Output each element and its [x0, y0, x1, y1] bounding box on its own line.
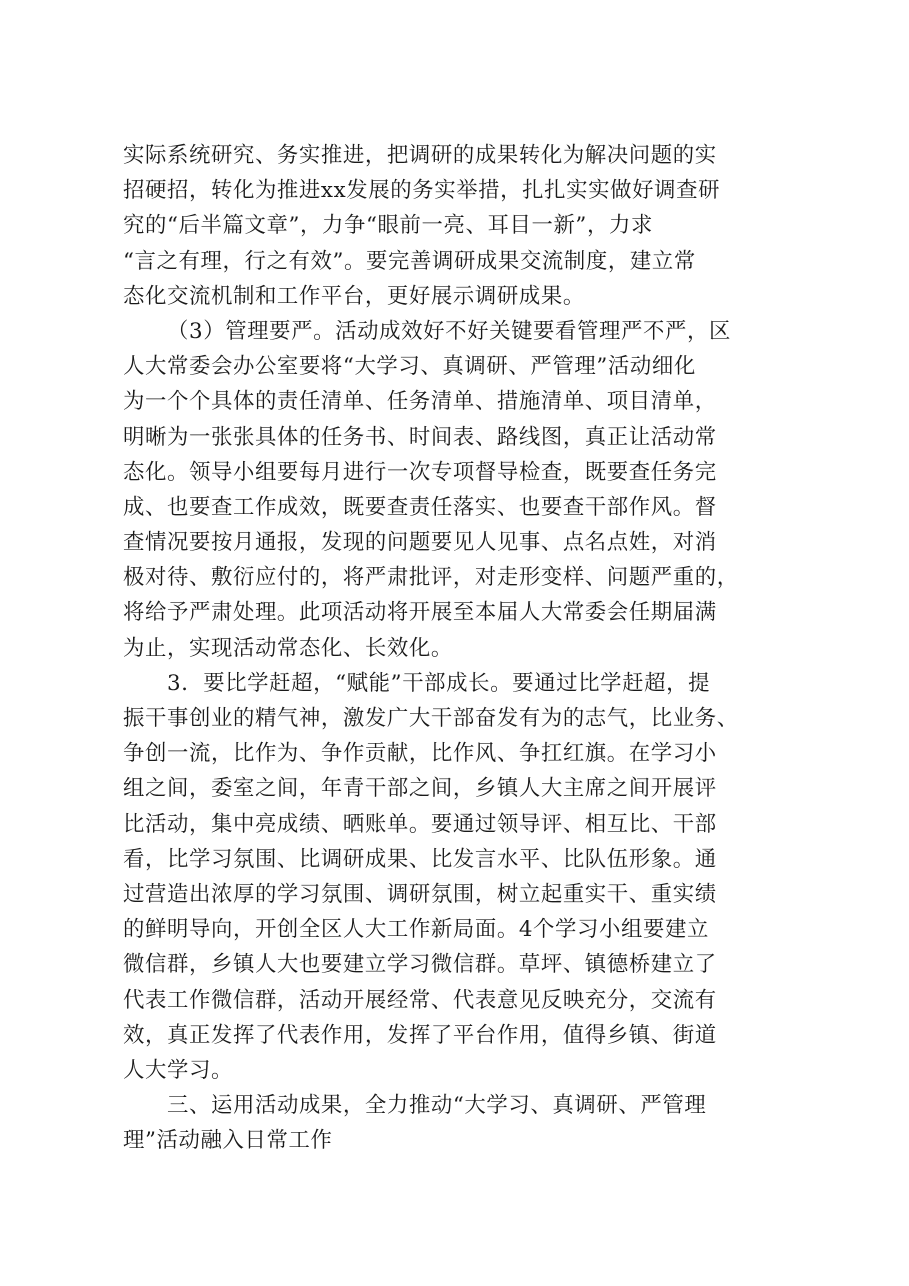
text-line: 为一个个具体的责任清单、任务清单、措施清单、项目清单，: [123, 389, 717, 415]
text-line: 明晰为一张张具体的任务书、时间表、路线图，真正让活动常: [123, 424, 717, 450]
paragraph-3: [123, 666, 803, 1088]
heading-line: 理”活动融入日常工作: [123, 1128, 333, 1154]
text-line: 过营造出浓厚的学习氛围、调研氛围，树立起重实干、重实绩: [123, 881, 717, 907]
text-line: 比活动，集中亮成绩、晒账单。要通过领导评、相互比、干部: [123, 811, 717, 837]
text-line: 态化交流机制和工作平台，更好展示调研成果。: [123, 283, 585, 309]
text-line: 微信群，乡镇人大也要建立学习微信群。草坪、镇德桥建立了: [123, 952, 717, 978]
text-line: 为止，实现活动常态化、长效化。: [123, 635, 453, 661]
text-line: 人大常委会办公室要将“大学习、真调研、严管理”活动细化: [123, 354, 696, 380]
text-line: 争创一流，比作为、争作贡献，比作风、争扛红旗。在学习小: [123, 741, 717, 767]
text-line: （3）管理要严。活动成效好不好关键要看管理严不严，区: [167, 318, 731, 344]
text-line: 究的“后半篇文章”，力争“眼前一亮、耳目一新”，力求: [123, 213, 653, 239]
text-line: 组之间，委室之间，年青干部之间，乡镇人大主席之间开展评: [123, 776, 717, 802]
text-line: 实际系统研究、务实推进，把调研的成果转化为解决问题的实: [123, 143, 717, 168]
text-line: 极对待、敷衍应付的，将严肃批评，对走形变样、问题严重的，: [123, 565, 739, 591]
text-line: 振干事创业的精气神，激发广大干部奋发有为的志气，比业务、: [123, 706, 739, 731]
text-line: 将给予严肃处理。此项活动将开展至本届人大常委会任期届满: [123, 600, 717, 626]
text-line: “言之有理，行之有效”。要完善调研成果交流制度，建立常: [123, 248, 696, 274]
paragraph-2: [123, 314, 803, 666]
heading-line: 三、运用活动成果，全力推动“大学习、真调研、严管理: [167, 1093, 707, 1119]
text-line: 代表工作微信群，活动开展经常、代表意见反映充分，交流有: [123, 987, 717, 1013]
paragraph-1: [123, 138, 803, 314]
section-heading: [123, 1088, 803, 1158]
text-line: 人大学习。: [123, 1057, 233, 1083]
text-line: 的鲜明导向，开创全区人大工作新局面。4个学习小组要建立: [123, 917, 709, 943]
text-line: 3．要比学赶超，“赋能”干部成长。要通过比学赶超，提: [167, 670, 711, 696]
text-line: 查情况要按月通报，发现的问题要见人见事、点名点姓，对消: [123, 530, 717, 556]
text-line: 成、也要查工作成效，既要查责任落实、也要查干部作风。督: [123, 494, 717, 520]
text-line: 效，真正发挥了代表作用，发挥了平台作用，值得乡镇、街道: [123, 1022, 717, 1048]
text-line: 看，比学习氛围、比调研成果、比发言水平、比队伍形象。通: [123, 846, 717, 872]
text-line: 态化。领导小组要每月进行一次专项督导检查，既要查任务完: [123, 459, 717, 485]
text-line: 招硬招，转化为推进xx发展的务实举措，扎扎实实做好调查研: [123, 178, 721, 204]
document-body: [123, 138, 803, 1158]
